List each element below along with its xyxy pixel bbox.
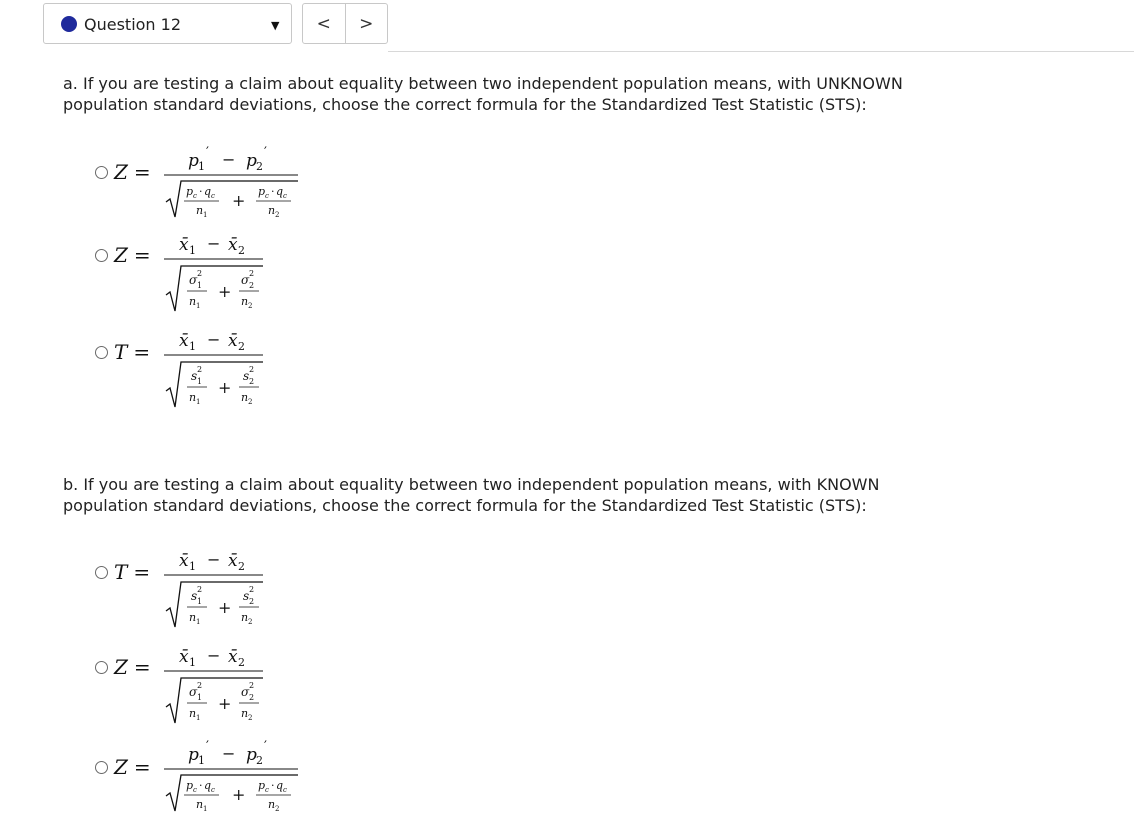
part-a-option-2[interactable] <box>95 243 151 267</box>
formula-s-a <box>162 324 272 410</box>
xbar1: x̄ <box>179 331 189 351</box>
formula-s-b <box>162 544 272 630</box>
sigma2: σ <box>241 685 250 699</box>
subscript: 2 <box>238 340 245 353</box>
subscript: 1 <box>197 281 203 290</box>
minus-sign: − <box>207 646 221 665</box>
subscript: 1 <box>196 398 201 406</box>
subscript: 2 <box>249 377 255 386</box>
part-a-prompt: a. If you are testing a claim about equality between two independent population means, with UNKNOWN population standard deviations, choose the correct formula for the Standardized Test Statistic (STS): <box>63 74 903 114</box>
n2: n <box>268 204 276 217</box>
minus-sign: − <box>207 550 221 569</box>
superscript: 2 <box>197 681 203 690</box>
n2: n <box>241 611 249 624</box>
minus-sign: − <box>222 744 236 763</box>
subscript: 2 <box>249 597 255 606</box>
subscript: 1 <box>196 302 201 310</box>
part-b-option-2[interactable] <box>95 655 151 679</box>
formula-lhs: Z <box>114 655 128 679</box>
formula-proportion-a <box>162 142 302 220</box>
radio-button[interactable] <box>95 761 108 774</box>
prime: ′ <box>264 145 267 160</box>
subscript: 2 <box>256 754 263 767</box>
pc: p <box>258 779 266 792</box>
prime: ′ <box>206 145 209 160</box>
minus-sign: − <box>207 234 221 253</box>
chevron-down-icon: ▼ <box>271 19 280 32</box>
subscript: 1 <box>196 618 201 626</box>
subscript: 1 <box>197 693 203 702</box>
cdot: · <box>199 185 203 198</box>
s2: s <box>243 589 250 603</box>
subscript: c <box>283 192 287 200</box>
numerator-p2: p <box>246 151 257 171</box>
superscript: 2 <box>249 585 255 594</box>
cdot: · <box>271 779 275 792</box>
part-b-option-1[interactable] <box>95 560 150 584</box>
formula-proportion-b <box>162 736 302 814</box>
superscript: 2 <box>249 365 255 374</box>
subscript: 2 <box>238 656 245 669</box>
pc: p <box>258 185 266 198</box>
radio-button[interactable] <box>95 346 108 359</box>
xbar2: x̄ <box>228 551 238 571</box>
subscript: 1 <box>198 160 205 173</box>
numerator-p1: p <box>188 745 199 765</box>
next-question-button[interactable]: > <box>359 13 374 34</box>
n1: n <box>189 295 197 308</box>
equals-sign: = <box>133 340 151 364</box>
subscript: 2 <box>248 714 253 722</box>
xbar2: x̄ <box>228 647 238 667</box>
cdot: · <box>199 779 203 792</box>
prime: ′ <box>264 739 267 754</box>
subscript: 1 <box>203 805 208 813</box>
plus-sign: + <box>218 694 232 713</box>
s2: s <box>243 369 250 383</box>
formula-sigma-a <box>162 228 272 314</box>
plus-sign: + <box>218 378 232 397</box>
n2: n <box>268 798 276 811</box>
question-selector[interactable] <box>43 3 292 44</box>
formula-lhs: T <box>114 340 128 364</box>
qc: q <box>276 779 284 792</box>
radio-button[interactable] <box>95 166 108 179</box>
qc: q <box>204 185 212 198</box>
superscript: 2 <box>197 365 203 374</box>
formula-sigma-b <box>162 640 272 726</box>
radio-button[interactable] <box>95 661 108 674</box>
radio-button[interactable] <box>95 249 108 262</box>
formula-lhs: Z <box>114 755 128 779</box>
plus-sign: + <box>218 598 232 617</box>
pc: p <box>186 779 194 792</box>
n1: n <box>196 798 204 811</box>
equals-sign: = <box>133 560 151 584</box>
minus-sign: − <box>222 150 236 169</box>
n1: n <box>189 707 197 720</box>
subscript: 2 <box>275 211 280 219</box>
previous-question-button[interactable]: < <box>303 4 346 43</box>
formula-lhs: Z <box>114 160 128 184</box>
superscript: 2 <box>197 269 203 278</box>
subscript: 2 <box>256 160 263 173</box>
subscript: c <box>265 786 269 794</box>
subscript: c <box>211 192 215 200</box>
part-a-option-3[interactable] <box>95 340 150 364</box>
subscript: 2 <box>248 398 253 406</box>
question-label: Question 12 <box>84 15 182 34</box>
sigma1: σ <box>189 273 198 287</box>
subscript: 1 <box>189 560 196 573</box>
subscript: c <box>283 786 287 794</box>
prime: ′ <box>206 739 209 754</box>
divider <box>388 51 1134 52</box>
radio-button[interactable] <box>95 566 108 579</box>
plus-sign: + <box>232 191 246 210</box>
n1: n <box>189 611 197 624</box>
subscript: 2 <box>249 281 255 290</box>
n2: n <box>241 707 249 720</box>
s1: s <box>191 589 198 603</box>
subscript: c <box>265 192 269 200</box>
subscript: c <box>211 786 215 794</box>
subscript: 2 <box>275 805 280 813</box>
minus-sign: − <box>207 330 221 349</box>
subscript: 1 <box>198 754 205 767</box>
cdot: · <box>271 185 275 198</box>
subscript: 1 <box>203 211 208 219</box>
subscript: 2 <box>249 693 255 702</box>
question-status-icon <box>61 16 77 32</box>
superscript: 2 <box>249 681 255 690</box>
s1: s <box>191 369 198 383</box>
subscript: 1 <box>197 377 203 386</box>
xbar2: x̄ <box>228 331 238 351</box>
n1: n <box>196 204 204 217</box>
numerator-p2: p <box>246 745 257 765</box>
xbar2: x̄ <box>228 235 238 255</box>
numerator-p1: p <box>188 151 199 171</box>
subscript: 1 <box>196 714 201 722</box>
subscript: c <box>193 786 197 794</box>
part-b-prompt: b. If you are testing a claim about equality between two independent population means, with KNOWN population standard deviations, choose the correct formula for the Standardized Test Statistic (STS): <box>63 475 880 515</box>
subscript: 2 <box>238 244 245 257</box>
equals-sign: = <box>133 655 151 679</box>
subscript: 1 <box>189 656 196 669</box>
subscript: 2 <box>248 302 253 310</box>
sigma2: σ <box>241 273 250 287</box>
superscript: 2 <box>197 585 203 594</box>
part-b-option-3[interactable] <box>95 755 151 779</box>
plus-sign: + <box>232 785 246 804</box>
question-pager <box>302 3 388 44</box>
subscript: 2 <box>238 560 245 573</box>
subscript: 2 <box>248 618 253 626</box>
xbar1: x̄ <box>179 647 189 667</box>
qc: q <box>276 185 284 198</box>
subscript: 1 <box>189 340 196 353</box>
xbar1: x̄ <box>179 235 189 255</box>
formula-lhs: T <box>114 560 128 584</box>
plus-sign: + <box>218 282 232 301</box>
n2: n <box>241 295 249 308</box>
n2: n <box>241 391 249 404</box>
xbar1: x̄ <box>179 551 189 571</box>
n1: n <box>189 391 197 404</box>
part-a-option-1[interactable] <box>95 160 151 184</box>
equals-sign: = <box>133 160 151 184</box>
formula-lhs: Z <box>114 243 128 267</box>
pc: p <box>186 185 194 198</box>
subscript: 1 <box>189 244 196 257</box>
subscript: c <box>193 192 197 200</box>
sigma1: σ <box>189 685 198 699</box>
equals-sign: = <box>133 243 151 267</box>
superscript: 2 <box>249 269 255 278</box>
equals-sign: = <box>133 755 151 779</box>
subscript: 1 <box>197 597 203 606</box>
qc: q <box>204 779 212 792</box>
